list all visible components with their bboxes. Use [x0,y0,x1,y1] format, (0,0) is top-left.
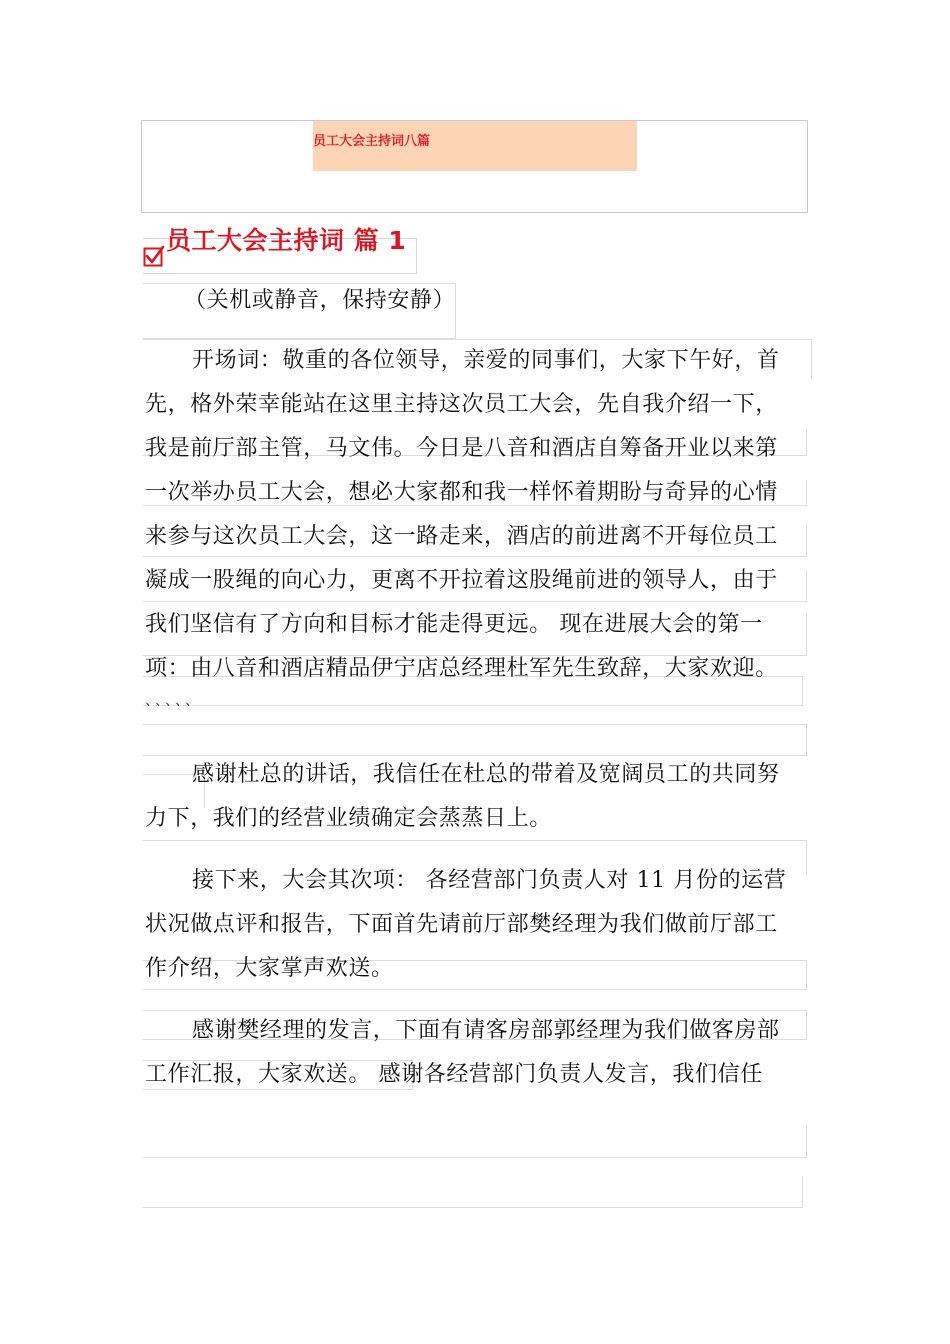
checkbox-icon [143,245,165,267]
paragraph-line: 我们坚信有了方向和目标才能走得更远。 现在进展大会的第一 [145,612,763,637]
paragraph-line: 我是前厅部主管，马文伟。今日是八音和酒店自筹备开业以来第 [145,436,778,461]
paragraph-line: 感谢杜总的讲话，我信任在杜总的带着及宽阔员工的共同努 [192,762,780,787]
ellipsis-marks: 、、、、、 [145,693,202,709]
paragraph-line: 开场词：敬重的各位领导，亲爱的同事们，大家下午好，首 [192,348,780,373]
text-frame [143,724,807,756]
paragraph-line: 作介绍，大家掌声欢送。 [145,956,394,981]
paragraph-line: 凝成一股绳的向心力，更离不开拉着这股绳前进的领导人，由于 [145,568,778,593]
paragraph-line: 力下，我们的经营业绩确定会蒸蒸日上。 [145,806,552,831]
text-frame [143,1126,807,1158]
paragraph-line: 一次举办员工大会，想必大家都和我一样怀着期盼与奇异的心情 [145,480,778,505]
paragraph-line: （关机或静音，保持安静） [184,288,456,313]
paragraph-line: 状况做点评和报告，下面首先请前厅部樊经理为我们做前厅部工 [145,912,778,937]
paragraph-line: 来参与这次员工大会，这一路走来，酒店的前进离不开每位员工 [145,524,778,549]
paragraph-line: 接下来，大会其次项： 各经营部门负责人对 11 月份的运营 [192,868,787,893]
paragraph-line: 项：由八音和酒店精品伊宁店总经理杜军先生致辞，大家欢迎。 [145,656,778,681]
paragraph-line: 先，格外荣幸能站在这里主持这次员工大会，先自我介绍一下， [145,392,778,417]
document-title: 员工大会主持词八篇 [313,134,431,149]
text-frame [143,1176,803,1208]
paragraph-line: 工作汇报，大家欢送。 感谢各经营部门负责人发言，我们信任 [145,1062,763,1087]
paragraph-line: 感谢樊经理的发言，下面有请客房部郭经理为我们做客房部 [192,1018,780,1043]
section-heading: 员工大会主持词 篇 1 [166,226,407,255]
